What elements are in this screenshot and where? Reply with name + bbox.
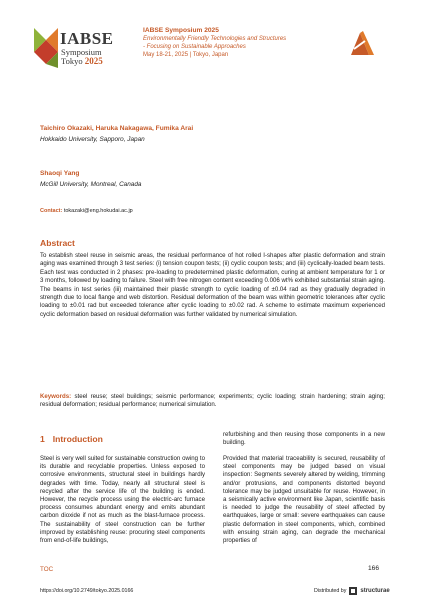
event-theme-line1: Environmentally Friendly Technologies and Structures (143, 36, 287, 42)
intro-heading (40, 434, 103, 444)
contact-line (40, 208, 133, 214)
affiliation-2: McGill University, Montreal, Canada (40, 181, 142, 188)
toc-link[interactable]: TOC (40, 566, 54, 573)
author-names-1: Taichiro Okazaki, Haruka Nakagawa, Fumika Arai (40, 125, 194, 132)
distributor-name[interactable]: structurae (360, 588, 390, 594)
contact-email[interactable]: tokazaki@eng.hokudai.ac.jp (63, 208, 133, 214)
keywords-label: Keywords: (40, 393, 72, 400)
event-theme-line2: - Focusing on Sustainable Approaches (143, 44, 246, 50)
event-header (143, 27, 363, 59)
abstract-text: To establish steel reuse in seismic areas, the residual performance of hot rolled I-shapes after plastic deformation and strain aging was examined through 3 test series: (i) tension coupon tests; (ii) cyclic coupon tests; and (iii) cyclically-loaded beam tests. Each test was conducted in 2 phases: pre-loading to predetermined plastic deformation, curing at ambient temperature for 1 or 3 months, followed by loading to failure. Steel with free nitrogen content exceeding 0.006 wt% exhibited substantial strain aging. The beams in test series (iii) maintained their plastic strength to cyclic loading of ±0.04 rad as they gradually degraded in strength due to local flange and web distortion. Residual deformation of the beam was within geometric tolerances after cyclic loading to ±0.01 rad but exceeded tolerance after cyclic loading to ±0.02 rad. A scheme to estimate maximum experienced cyclic deformation based on residual deformation was further validated by numerical simulation. (40, 252, 385, 318)
contact-label: Contact: (40, 208, 63, 214)
distributed-by-label: Distributed by (314, 588, 347, 594)
event-dates: May 18-21, 2025 | Tokyo, Japan (143, 52, 229, 58)
intro-title: Introduction (52, 434, 103, 444)
logo-word: IABSE (60, 29, 114, 48)
doi-link[interactable]: https://doi.org/10.2749/tokyo.2025.0166 (40, 588, 134, 594)
affiliation-1: Hokkaido University, Sapporo, Japan (40, 136, 145, 143)
structurae-logo-icon (349, 587, 357, 595)
abstract-heading: Abstract (40, 238, 75, 248)
keywords (40, 393, 385, 410)
intro-number: 1 (40, 434, 45, 444)
logo-subtitle: Symposium Tokyo 2025 (61, 47, 103, 66)
author-names-2: Shaoqi Yang (40, 170, 80, 177)
keywords-text: steel reuse; steel buildings; seismic performance; experiments; cyclic loading; strain hardening; strain aging; residual deformation; residual performance; numerical simulation. (40, 393, 385, 409)
intro-column-1: Steel is very well suited for sustainable construction owing to its durable and recyclable properties. Unless exposed to corrosive environments, structural steel in buildings hardly degrades with time. Today, nearly all structural steel is recycled after the service life of the building is ended. However, the recycle process using the electric-arc furnace process consumes abundant energy and emits abundant carbon dioxide if not as much as the blast-furnace process. The sustainability of steel construction can be further improved by establishing reuse: procuring steel components from end-of-life buildings, (40, 455, 205, 545)
event-title: IABSE Symposium 2025 (143, 27, 219, 34)
intro-column-2-para-2: Provided that material traceability is secured, reusability of steel components may be judged based on visual inspection: Segments severely altered by welding, trimming and/or protrusions, and components distorted beyond tolerance may be judged unsuitable for reuse. However, in a seismically active environment like Japan, scientific basis is needed to judge the reusability of steel affected by earthquakes, large or small: severe earthquakes can cause plastic deformation in steel components, which, combined with ensuing strain aging, can degrade the mechanical properties of (223, 455, 385, 545)
distributor (314, 587, 390, 595)
logo-mark-icon (32, 26, 62, 70)
intro-column-2-para-1: refurbishing and then reusing those components in a new building. (223, 431, 385, 447)
publisher-logo-icon (345, 31, 375, 56)
page-number: 166 (368, 565, 380, 572)
iabse-logo (32, 26, 132, 76)
